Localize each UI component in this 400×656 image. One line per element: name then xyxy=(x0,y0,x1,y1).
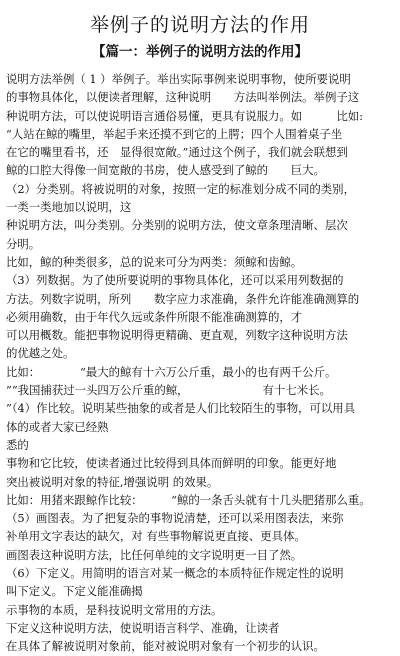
body-text-line: （2）分类别。将被说明的对象，按照一定的标准划分成不同的类别， xyxy=(6,181,355,196)
body-text-line: （6）下定义。用简明的语言对某一概念的本质特征作规定性的说明 xyxy=(6,566,344,581)
body-text-line: 方法。列数字说明，所列 数字应力求准确，条件允许能准确测算的 xyxy=(6,291,360,306)
body-text-line: “人站在鲸的嘴里，举起手来还摸不到它的上腭；四个人围着桌子坐 xyxy=(6,126,343,141)
body-text-line: 一类一类地加以说明，这 xyxy=(6,200,132,215)
body-text-line: 种说明方法，可以使说明语言通俗易懂，更具有说服力。如 比如: xyxy=(6,108,363,123)
body-text-line: 画图表这种说明方法，比任何单纯的文字说明更一目了然。 xyxy=(6,547,303,562)
body-text-line: 种说明方法，叫分类别。分类别的说明方法，使文章条理清晰、层次 xyxy=(6,218,348,233)
body-text-line: 在具体了解被说明对象前，能对被说明对象有一个初步的认识。 xyxy=(6,639,325,654)
body-text-line: 下定义这种说明方法，使说明语言科学、准确，让读者 xyxy=(6,620,280,635)
body-text-line: 比如，鲸的种类很多，总的说来可分为两类：须鲸和齿鲸。 xyxy=(6,254,303,269)
body-text-line: 的事物具体化，以便读者理解，这种说明 方法叫举例法。举例子这 xyxy=(6,90,360,105)
body-text-line: 悉的 xyxy=(6,437,29,452)
body-text-line: 比如： “最大的鲸有十六万公斤重，最小的也有两千公斤。 xyxy=(6,364,337,379)
body-text-line: 补单用文字表达的缺欠，对 有些事物解说更直接、更具体。 xyxy=(6,529,306,544)
body-text-line: 的优越之处。 xyxy=(6,346,75,361)
body-text-line: 必须用确数，由于年代久远或条件所限不能准确测算的，才 xyxy=(6,309,303,324)
body-text-line: 在它的嘴里看书，还 显得很宽敞。”通过这个例子，我们就会联想到 xyxy=(6,145,348,160)
body-text-line: 体的或者大家已经熟 xyxy=(6,419,109,434)
document-body xyxy=(6,70,394,656)
body-text-line: 突出被说明对象的特征,增强说明 的效果。 xyxy=(6,474,219,489)
body-text-line: ”“我国捕获过一头四万公斤重的鲸， 有十七米长。 xyxy=(6,383,331,398)
section-heading: 【篇一：举例子的说明方法的作用】 xyxy=(92,44,308,60)
body-text-line: 叫下定义。下定义能准确揭 xyxy=(6,584,143,599)
body-text-line: （3）列数据。为了使所要说明的事物具体化，还可以采用列数据的 xyxy=(6,273,344,288)
body-text-line: 鲸的口腔大得像一间宽敞的书房，使人感受到了鲸的 巨大。 xyxy=(6,163,325,178)
body-text-line: 示事物的本质，是科技说明文常用的方法。 xyxy=(6,602,223,617)
body-text-line: （5）画图表。为了把复杂的事物说清楚，还可以采用图表法，来弥 xyxy=(6,511,344,526)
body-text-line: 分明。 xyxy=(6,236,41,251)
body-text-line: 事物和它比较，使读者通过比较得到具体而鲜明的印象。能更好地 xyxy=(6,456,337,471)
body-text-line: 比如：用猪来跟鲸作比较： “鲸的一条舌头就有十几头肥猪那么重。 xyxy=(6,492,371,507)
document-title: 举例子的说明方法的作用 xyxy=(89,14,310,36)
body-text-line: 可以用概数。能把事物说明得更精确、更直观，列数字这种说明方法 xyxy=(6,328,348,343)
body-text-line: ”（4）作比较。说明某些抽象的或者是人们比较陌生的事物，可以用具 xyxy=(6,401,356,416)
body-text-line: 说明方法举例（ 1 ）举例子。举出实际事例来说明事物，使所要说明 xyxy=(6,72,351,86)
